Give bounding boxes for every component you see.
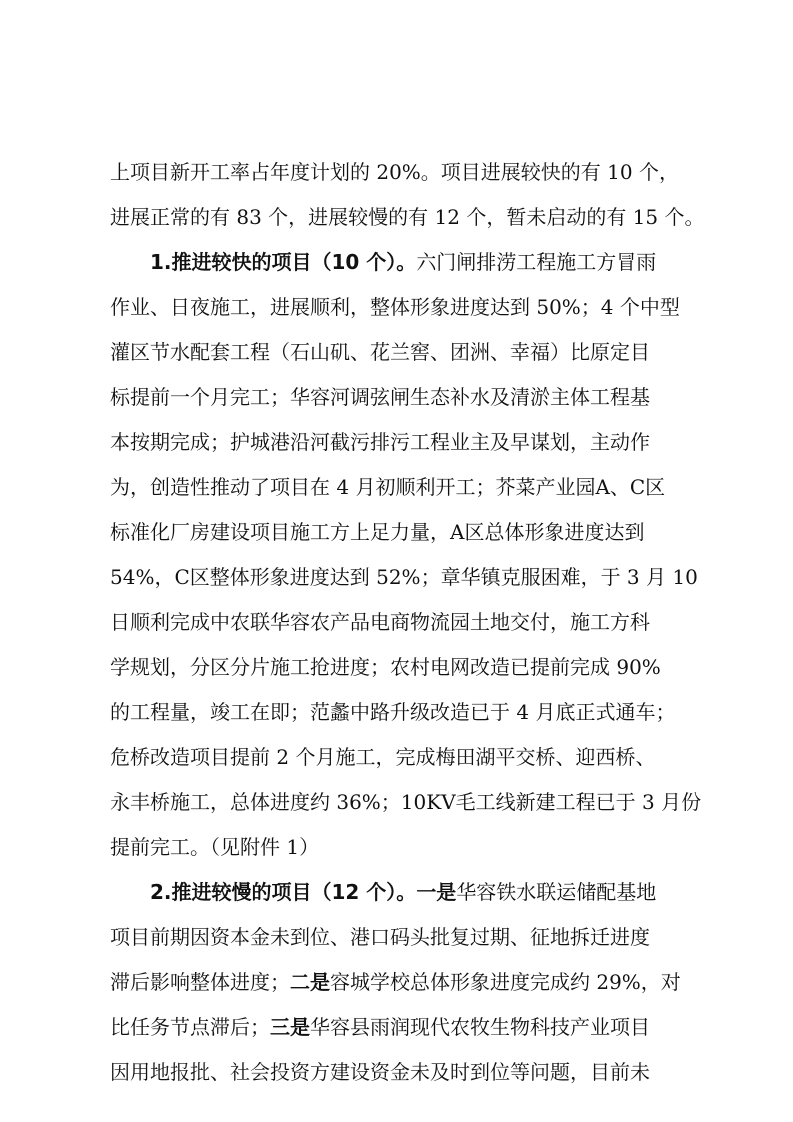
- text-run: 为，创造性推动了项目在 4 月初顺利开工；芥菜产业园A、C区: [110, 475, 666, 499]
- text-run: 日顺利完成中农联华容农产品电商物流园土地交付，施工方科: [110, 610, 650, 634]
- text-run: 容城学校总体形象进度完成约 29%，对: [330, 970, 681, 994]
- text-run: 标提前一个月完工；华容河调弦闸生态补水及清淤主体工程基: [110, 385, 650, 409]
- emphasis-ordinal: 三是: [270, 1015, 310, 1039]
- text-run: 提前完工。（见附件 1）: [110, 835, 320, 859]
- text-run: 标准化厂房建设项目施工方上足力量，A区总体形象进度达到: [110, 520, 645, 544]
- body-line: [0, 559, 793, 595]
- text-run: 比任务节点滞后；: [110, 1015, 270, 1039]
- emphasis-ordinal: 二是: [290, 970, 330, 994]
- text-run: 学规划，分区分片施工抢进度；农村电网改造已提前完成 90%: [110, 655, 661, 679]
- body-line: [0, 604, 793, 640]
- text-run: 进展正常的有 83 个，进展较慢的有 12 个，暂未启动的有 15 个。: [110, 205, 705, 229]
- heading-line: [0, 874, 793, 910]
- text-run: 滞后影响整体进度；: [110, 970, 290, 994]
- body-line: [0, 784, 793, 820]
- text-run: 作业、日夜施工，进展顺利，整体形象进度达到 50%；4 个中型: [110, 295, 680, 319]
- body-line: [0, 424, 793, 460]
- body-line: [0, 154, 793, 190]
- body-line: [0, 829, 793, 865]
- section-heading-1: 1.推进较快的项目（10 个）。: [150, 250, 417, 274]
- text-run: 的工程量，竣工在即；范蠡中路升级改造已于 4 月底正式通车；: [110, 700, 676, 724]
- body-line: [0, 1054, 793, 1090]
- heading-line: [0, 244, 793, 280]
- body-line: [0, 919, 793, 955]
- text-run: 六门闸排涝工程施工方冒雨: [416, 250, 657, 274]
- text-run: 54%，C区整体形象进度达到 52%；章华镇克服困难，于 3 月 10: [110, 565, 698, 589]
- text-run: 危桥改造项目提前 2 个月施工，完成梅田湖平交桥、迎西桥、: [110, 745, 656, 769]
- body-line: [0, 514, 793, 550]
- body-line: [0, 694, 793, 730]
- body-line: [0, 739, 793, 775]
- body-line: [0, 1009, 793, 1045]
- text-run: 永丰桥施工，总体进度约 36%；10KV毛工线新建工程已于 3 月份: [110, 790, 702, 814]
- body-line: [0, 199, 793, 235]
- body-line: [0, 334, 793, 370]
- text-run: 项目前期因资本金未到位、港口码头批复过期、征地拆迁进度: [110, 925, 650, 949]
- text-run: 因用地报批、社会投资方建设资金未及时到位等问题，目前未: [110, 1060, 650, 1084]
- text-run: 本按期完成；护城港沿河截污排污工程业主及早谋划，主动作: [110, 430, 650, 454]
- body-line: [0, 469, 793, 505]
- body-line: [0, 379, 793, 415]
- section-heading-2: 2.推进较慢的项目（12 个）。: [150, 880, 417, 904]
- emphasis-ordinal: 一是: [416, 880, 457, 904]
- body-line: [0, 964, 793, 1000]
- body-line: [0, 649, 793, 685]
- text-run: 华容县雨润现代农牧生物科技产业项目: [310, 1015, 650, 1039]
- text-run: 灌区节水配套工程（石山矶、花兰窖、团洲、幸福）比原定目: [110, 340, 650, 364]
- text-run: 上项目新开工率占年度计划的 20%。项目进展较快的有 10 个，: [110, 160, 679, 184]
- body-line: [0, 289, 793, 325]
- text-run: 华容铁水联运储配基地: [456, 880, 657, 904]
